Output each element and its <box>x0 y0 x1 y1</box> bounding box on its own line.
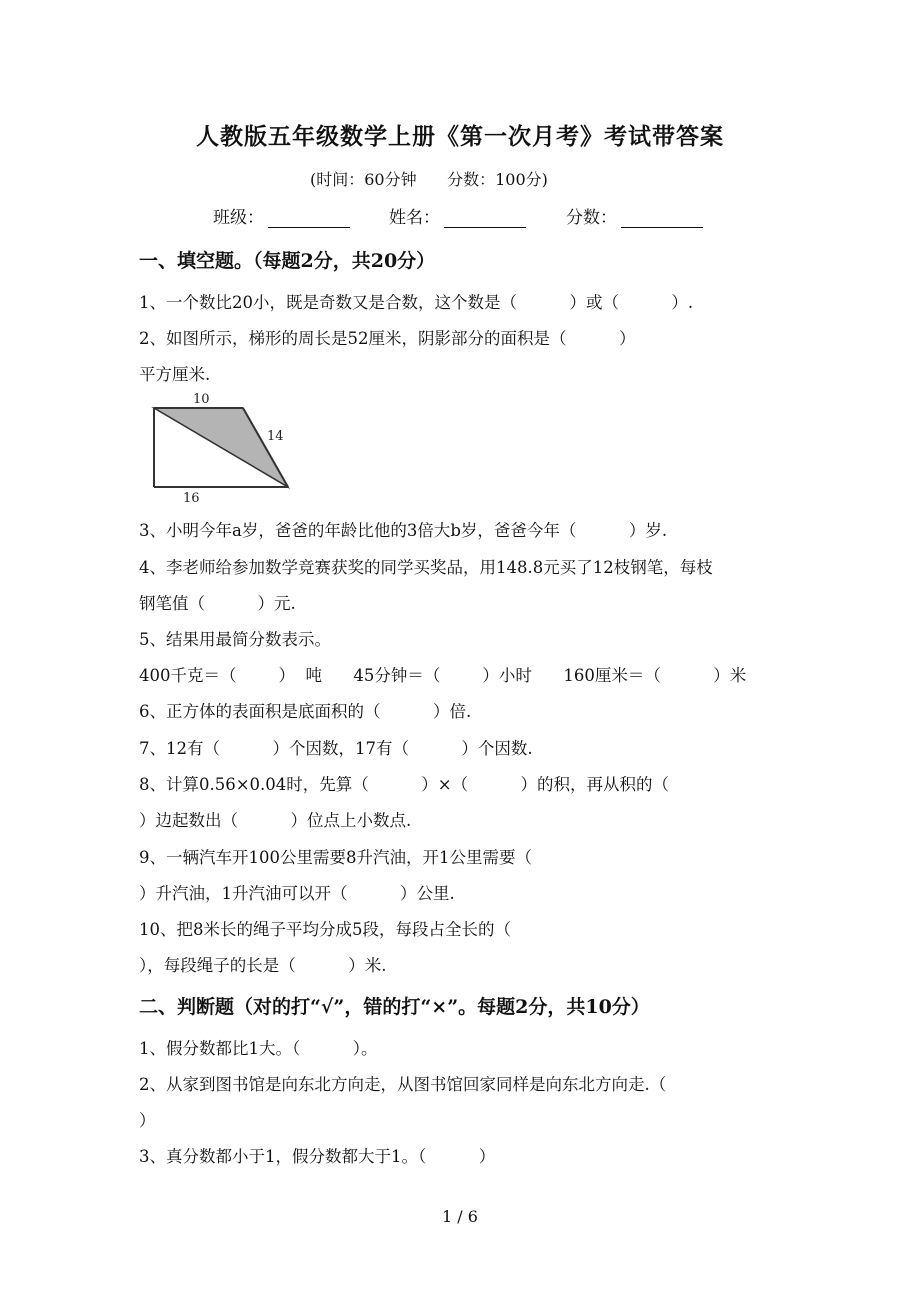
name-blank <box>444 209 526 228</box>
page-title: 人教版五年级数学上册《第一次月考》考试带答案 <box>196 123 724 150</box>
question-line: 7、12有（ ）个因数，17有（ ）个因数. <box>139 739 533 758</box>
section-2-heading: 二、判断题（对的打“√”，错的打“×”。每题2分，共10分） <box>139 996 650 1018</box>
section-1-heading: 一、填空题。（每题2分，共20分） <box>139 250 436 272</box>
question-line: 4、李老师给参加数学竞赛获奖的同学买奖品，用148.8元买了12枝钢笔，每枝 <box>139 558 713 577</box>
question-line: 钢笔值（ ）元. <box>139 594 296 613</box>
page-number: 1 / 6 <box>442 1207 478 1226</box>
name-label: 姓名： <box>389 208 440 228</box>
exam-time-score: (时间：60分钟 分数：100分) <box>310 170 548 189</box>
question-line: 3、小明今年a岁，爸爸的年龄比他的3倍大b岁，爸爸今年（ ）岁. <box>139 521 668 540</box>
question-line: 1、一个数比20小，既是奇数又是合数，这个数是（ ）或（ ）. <box>139 293 694 312</box>
question-line: 2、从家到图书馆是向东北方向走，从图书馆回家同样是向东北方向走.（ <box>139 1075 667 1094</box>
class-blank <box>268 209 350 228</box>
question-line: 3、真分数都小于1，假分数都大于1。（ ） <box>139 1147 496 1166</box>
label-side: 14 <box>267 429 284 444</box>
question-line: ），每段绳子的长是（ ）米. <box>139 956 387 975</box>
class-field <box>213 203 350 228</box>
question-line: ）升汽油，1升汽油可以开（ ）公里. <box>139 884 455 903</box>
question-line: 8、计算0.56×0.04时，先算（ ）×（ ）的积，再从积的（ <box>139 775 670 794</box>
score-field <box>566 203 703 228</box>
trapezoid-figure <box>145 390 295 505</box>
question-line: ）边起数出（ ）位点上小数点. <box>139 811 412 830</box>
question-line: 5、结果用最简分数表示。 <box>139 630 331 649</box>
label-bottom: 16 <box>183 491 200 505</box>
question-line: 1、假分数都比1大。（ ）。 <box>139 1039 378 1058</box>
label-top: 10 <box>193 392 210 407</box>
question-line: ） <box>139 1111 156 1130</box>
question-line: 400千克＝（ ） 吨 45分钟＝（ ）小时 160厘米＝（ ）米 <box>139 666 747 685</box>
question-line: 10、把8米长的绳子平均分成5段，每段占全长的（ <box>139 920 511 939</box>
question-line: 9、一辆汽车开100公里需要8升汽油，开1公里需要（ <box>139 848 532 867</box>
class-label: 班级： <box>213 208 264 228</box>
score-label: 分数： <box>566 208 617 228</box>
question-line: 6、正方体的表面积是底面积的（ ）倍. <box>139 702 472 721</box>
score-blank <box>621 209 703 228</box>
name-field <box>389 203 526 228</box>
question-line: 2、如图所示，梯形的周长是52厘米，阴影部分的面积是（ ） <box>139 329 636 348</box>
question-line: 平方厘米. <box>139 365 211 384</box>
